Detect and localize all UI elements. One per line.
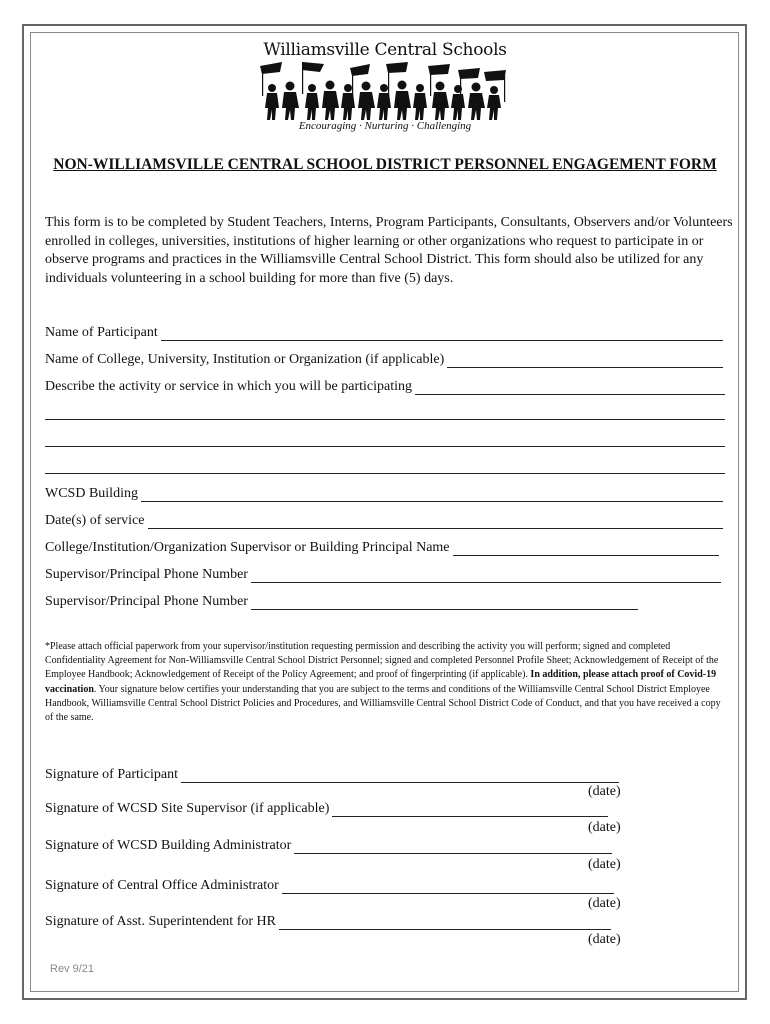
asst-superintendent-signature-field[interactable]	[45, 914, 611, 930]
wcsd-building-label: WCSD Building	[45, 486, 138, 501]
activity-label: Describe the activity or service in which you will be participating	[45, 379, 412, 394]
dates-of-service-field[interactable]	[45, 513, 723, 529]
central-office-signature-field[interactable]	[45, 878, 614, 894]
asst-superintendent-signature-label: Signature of Asst. Superintendent for HR	[45, 914, 276, 929]
site-supervisor-signature-label: Signature of WCSD Site Supervisor (if applicable)	[45, 801, 330, 816]
supervisor-name-label: College/Institution/Organization Supervisor or Building Principal Name	[45, 540, 450, 555]
building-admin-signature-label: Signature of WCSD Building Administrator	[45, 838, 292, 853]
college-name-field[interactable]	[45, 352, 723, 368]
date-label-4: (date)	[588, 896, 621, 911]
supervisor-phone-field-2[interactable]	[45, 594, 638, 610]
attachment-note	[45, 640, 725, 725]
activity-line-3[interactable]	[45, 446, 725, 447]
dates-of-service-line[interactable]	[148, 516, 723, 529]
supervisor-name-field[interactable]	[45, 540, 719, 556]
date-label-2: (date)	[588, 820, 621, 835]
supervisor-phone-label-2: Supervisor/Principal Phone Number	[45, 594, 248, 609]
dates-of-service-label: Date(s) of service	[45, 513, 145, 528]
activity-line-2[interactable]	[45, 419, 725, 420]
participant-name-field[interactable]	[45, 325, 723, 341]
date-label-3: (date)	[588, 857, 621, 872]
note-covid-bold: In addition, please attach proof of Covid-19 vaccination	[45, 669, 717, 695]
date-label-1: (date)	[588, 784, 621, 799]
supervisor-name-line[interactable]	[453, 543, 719, 556]
revision-label: Rev 9/21	[50, 963, 95, 975]
form-intro: This form is to be completed by Student Teachers, Interns, Program Participants, Consultants, Observers and/or Volunteers enrolled in colleges, universities, institutions of higher learning or other organizations who request to participate in or observe programs and practices in the Williamsville Central School District. This form should also be utilized for any individuals volunteering in a school building for more than five (5) days.	[45, 215, 733, 286]
site-supervisor-signature-line[interactable]	[332, 804, 608, 817]
participant-signature-line[interactable]	[181, 770, 619, 783]
logo-children-flags-icon	[258, 58, 510, 122]
college-name-line[interactable]	[447, 355, 723, 368]
supervisor-phone-line-2[interactable]	[251, 597, 638, 610]
supervisor-phone-line-1[interactable]	[251, 570, 721, 583]
site-supervisor-signature-field[interactable]	[45, 801, 608, 817]
supervisor-phone-label-1: Supervisor/Principal Phone Number	[45, 567, 248, 582]
participant-signature-field[interactable]	[45, 767, 619, 783]
note-text-2: . Your signature below certifies your understanding that you are subject to the terms and conditions of the Williamsville Central School District Employee Handbook, Williamsville Central School District Policies and Procedures, and Williamsville Central School District Code of Conduct, and that you have received a copy of the same.	[45, 683, 721, 724]
note-text-1: *Please attach official paperwork from your supervisor/institution requesting permission and describing the activity you will perform; signed and completed Confidentiality Agreement for Non-Williamsville Central School District Personnel; signed and completed Personnel Profile Sheet; Acknowledgement of Receipt of the Employee Handbook; Acknowledgement of Receipt of the Policy Agreement; and proof of fingerprinting (if applicable).	[45, 641, 719, 681]
central-office-signature-line[interactable]	[282, 881, 614, 894]
date-label-5: (date)	[588, 932, 621, 947]
asst-superintendent-signature-line[interactable]	[279, 917, 611, 930]
form-title: NON-WILLIAMSVILLE CENTRAL SCHOOL DISTRICT PERSONNEL ENGAGEMENT FORM	[53, 156, 717, 173]
wcsd-building-line[interactable]	[141, 489, 723, 502]
activity-field[interactable]	[45, 379, 725, 395]
logo-motto: Encouraging · Nurturing · Challenging	[298, 120, 472, 132]
central-office-signature-label: Signature of Central Office Administrator	[45, 878, 279, 893]
participant-name-label: Name of Participant	[45, 325, 158, 340]
participant-name-line[interactable]	[161, 328, 723, 341]
building-admin-signature-field[interactable]	[45, 838, 612, 854]
college-name-label: Name of College, University, Institution or Organization (if applicable)	[45, 352, 445, 367]
building-admin-signature-line[interactable]	[294, 841, 612, 854]
activity-line[interactable]	[415, 382, 725, 395]
activity-line-4[interactable]	[45, 473, 725, 474]
wcsd-building-field[interactable]	[45, 486, 723, 502]
participant-signature-label: Signature of Participant	[45, 767, 178, 782]
logo-name: Williamsville Central Schools	[263, 40, 507, 60]
supervisor-phone-field-1[interactable]	[45, 567, 721, 583]
